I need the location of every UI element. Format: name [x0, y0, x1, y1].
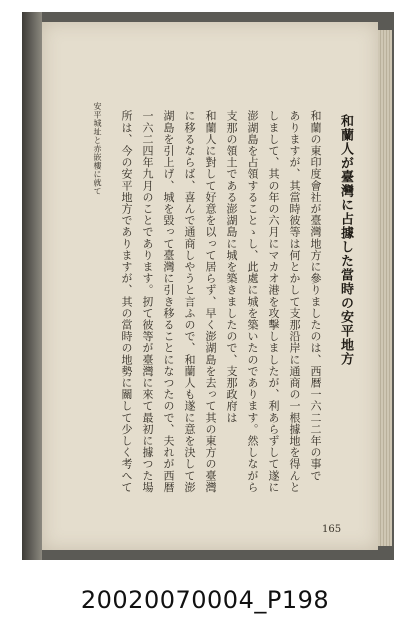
- text-line-4: 澎湖島を占領することゝし、此處に城を築いたのであります。然しながら: [246, 110, 259, 493]
- page-edges: [378, 30, 392, 546]
- text-line-9: 一六二四年九月のことであります。扨て彼等が臺灣に來て最初に據つた場: [141, 110, 154, 493]
- text-line-6: 和蘭人に對して好意を以って居らず、早く澎湖島を去って其の東方の臺灣: [204, 110, 217, 493]
- text-area: [60, 102, 360, 493]
- image-caption: 20020070004_P198: [80, 586, 330, 614]
- page-title: 和蘭人が臺灣に占據した當時の安平地方: [338, 114, 353, 366]
- text-line-10: 所は、今の安平地方でありますが、其の當時の地勢に關して少しく考へて: [120, 110, 133, 493]
- page-number: 165: [322, 524, 342, 535]
- text-line-8: 湖島を引上げ、城を毀って臺灣に引き移ることになつたので、夫れが西暦: [162, 110, 175, 493]
- text-line-5: 支那の領土である澎湖島に城を築きましたので、支那政府は: [225, 110, 238, 424]
- book-spine: [22, 12, 42, 560]
- text-line-2: ありますが、其當時彼等は何とかして支那沿岸に通商の一根據地を得んと: [288, 110, 301, 493]
- text-line-1: 和蘭の東印度會社が臺灣地方に參りましたのは、西暦一六二二年の事で: [309, 110, 322, 482]
- section-subheading: 安平城址と赤嵌樓に就て: [93, 102, 102, 196]
- text-line-7: に移るならば、喜んで通商しやうと言ふので、和蘭人も遂に意を決して澎: [183, 110, 196, 493]
- text-line-3: しまして、其の年の六月にマカオ港を攻擊しましたが、利あらずして遂に: [267, 110, 280, 493]
